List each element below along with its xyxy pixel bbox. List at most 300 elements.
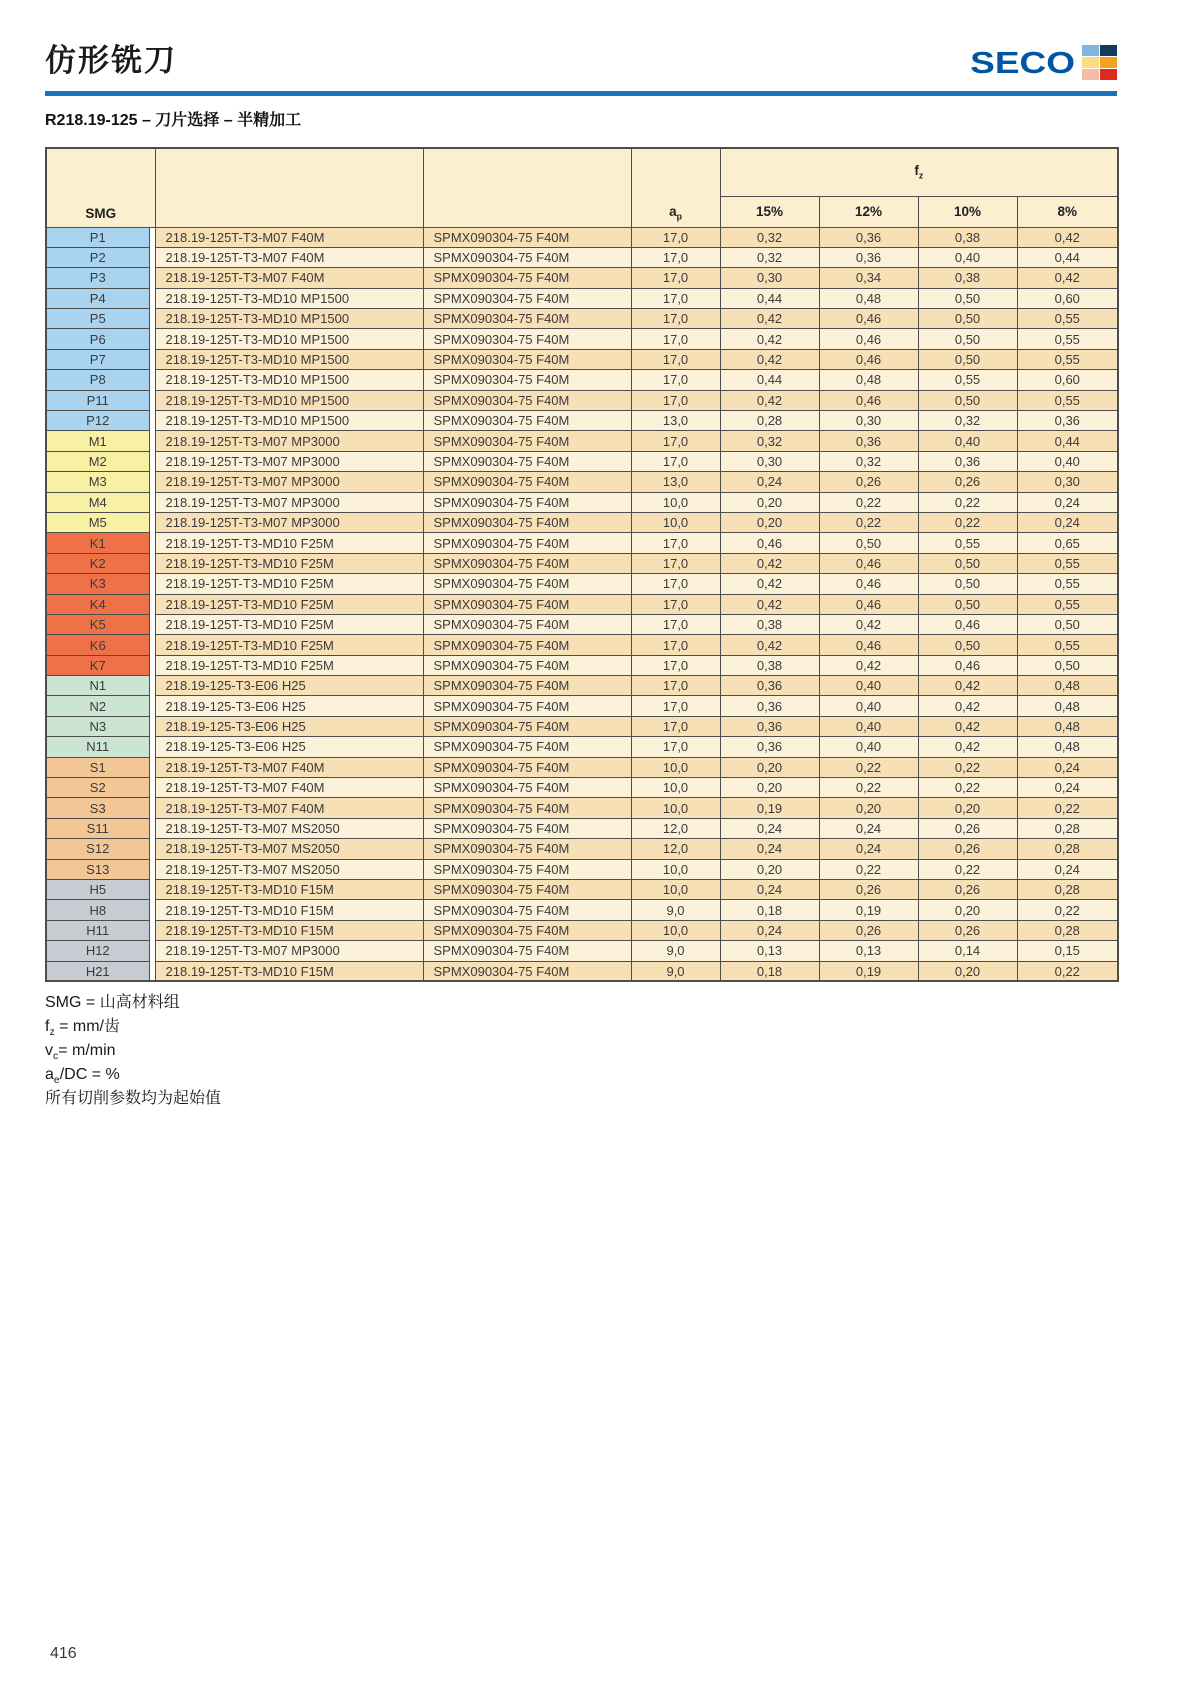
ap-value-cell: 17,0 [631,390,720,410]
table-row [46,818,1118,838]
smg-cell: P11 [46,390,149,410]
fz-8-cell: 0,15 [1017,941,1118,961]
fz-10-cell: 0,32 [918,411,1017,431]
insert-designation-cell: SPMX090304-75 F40M [423,839,631,859]
table-row [46,757,1118,777]
ap-value-cell: 17,0 [631,737,720,757]
fz-15-cell: 0,18 [720,900,819,920]
insert-designation-cell: SPMX090304-75 F40M [423,655,631,675]
ap-value-cell: 17,0 [631,268,720,288]
smg-cell: M1 [46,431,149,451]
fz-8-cell: 0,55 [1017,635,1118,655]
smg-cell: S2 [46,778,149,798]
smg-cell: N11 [46,737,149,757]
fz-8-cell: 0,65 [1017,533,1118,553]
fz-15-cell: 0,24 [720,839,819,859]
cutter-designation-cell: 218.19-125T-T3-MD10 MP1500 [155,411,423,431]
insert-designation-cell: SPMX090304-75 F40M [423,696,631,716]
table-row [46,370,1118,390]
fz-15-cell: 0,42 [720,349,819,369]
fz-15-cell: 0,44 [720,288,819,308]
fz-8-cell: 0,55 [1017,349,1118,369]
insert-designation-cell: SPMX090304-75 F40M [423,757,631,777]
ap-value-cell: 17,0 [631,329,720,349]
fz-10-cell: 0,50 [918,390,1017,410]
fz-10-cell: 0,20 [918,900,1017,920]
fz-15-cell: 0,38 [720,614,819,634]
fz-15-cell: 0,24 [720,472,819,492]
fz-10-cell: 0,38 [918,227,1017,247]
fz-10-cell: 0,22 [918,512,1017,532]
insert-column-header [423,148,631,227]
insert-designation-cell: SPMX090304-75 F40M [423,268,631,288]
ap-value-cell: 10,0 [631,512,720,532]
fz-10-cell: 0,42 [918,676,1017,696]
insert-designation-cell: SPMX090304-75 F40M [423,798,631,818]
insert-designation-cell: SPMX090304-75 F40M [423,818,631,838]
fz-12-cell: 0,40 [819,737,918,757]
ap-value-cell: 10,0 [631,880,720,900]
fz-12-cell: 0,50 [819,533,918,553]
note-line: SMG = 山高材料组 [45,994,180,1012]
insert-designation-cell: SPMX090304-75 F40M [423,247,631,267]
cutter-designation-cell: 218.19-125T-T3-M07 MS2050 [155,818,423,838]
smg-cell: P6 [46,329,149,349]
fz-12-cell: 0,48 [819,288,918,308]
insert-designation-cell: SPMX090304-75 F40M [423,512,631,532]
table-row [46,512,1118,532]
fz-12-cell: 0,22 [819,778,918,798]
fz-8-cell: 0,55 [1017,574,1118,594]
fz-12-cell: 0,24 [819,818,918,838]
cutter-designation-cell: 218.19-125T-T3-M07 MS2050 [155,859,423,879]
cutter-designation-cell: 218.19-125T-T3-MD10 MP1500 [155,390,423,410]
cutter-designation-cell: 218.19-125T-T3-MD10 MP1500 [155,370,423,390]
insert-designation-cell: SPMX090304-75 F40M [423,737,631,757]
fz-10-cell: 0,26 [918,472,1017,492]
fz-group-header [720,148,1118,196]
fz-10-cell: 0,42 [918,716,1017,736]
fz-8-cell: 0,42 [1017,227,1118,247]
fz-8-cell: 0,50 [1017,655,1118,675]
smg-cell: H5 [46,880,149,900]
fz-15-cell: 0,36 [720,737,819,757]
fz-12-cell: 0,22 [819,512,918,532]
fz-15-cell: 0,36 [720,696,819,716]
smg-cell: P5 [46,309,149,329]
insert-selection-table [45,147,1119,982]
fz-8-cell: 0,55 [1017,594,1118,614]
note-line: $v_c= m/\min$ [45,1042,116,1063]
smg-cell: H11 [46,920,149,940]
insert-designation-cell: SPMX090304-75 F40M [423,859,631,879]
fz-15-cell: 0,44 [720,370,819,390]
fz-15-cell: 0,46 [720,533,819,553]
table-row [46,798,1118,818]
fz-8-cell: 0,28 [1017,839,1118,859]
insert-designation-cell: SPMX090304-75 F40M [423,451,631,471]
ap-value-cell: 10,0 [631,920,720,940]
table-row [46,451,1118,471]
table-row [46,655,1118,675]
fz-10-cell: 0,50 [918,309,1017,329]
ap-value-cell: 17,0 [631,614,720,634]
fz-15-cell: 0,20 [720,859,819,879]
smg-cell: M3 [46,472,149,492]
fz-12-cell: 0,46 [819,349,918,369]
fz-10-cell: 0,42 [918,696,1017,716]
fz-12-cell: 0,13 [819,941,918,961]
smg-cell: N1 [46,676,149,696]
smg-cell: S11 [46,818,149,838]
logo-grid-cell [1100,45,1117,56]
smg-cell: K7 [46,655,149,675]
table-row [46,594,1118,614]
cutter-designation-cell: 218.19-125T-T3-MD10 F25M [155,594,423,614]
fz-10-cell: 0,46 [918,614,1017,634]
smg-cell: S13 [46,859,149,879]
fz-label: f [914,163,919,179]
table-row [46,859,1118,879]
ap-value-cell: 17,0 [631,574,720,594]
insert-designation-cell: SPMX090304-75 F40M [423,472,631,492]
fz-12-cell: 0,48 [819,370,918,390]
fz-10-cell: 0,38 [918,268,1017,288]
table-row [46,920,1118,940]
smg-cell: S1 [46,757,149,777]
ap-value-cell: 13,0 [631,411,720,431]
fz-10-cell: 0,26 [918,920,1017,940]
cutter-designation-cell: 218.19-125T-T3-MD10 F25M [155,655,423,675]
table-row [46,553,1118,573]
logo-grid-cell [1082,57,1099,68]
ap-label: a [669,203,677,219]
fz-8-cell: 0,44 [1017,431,1118,451]
table-row [46,309,1118,329]
table-row [46,614,1118,634]
smg-cell: K1 [46,533,149,553]
fz-15-cell: 0,42 [720,390,819,410]
fz-15-cell: 0,24 [720,920,819,940]
fz-15-cell: 0,30 [720,451,819,471]
seco-logo [970,45,1117,80]
insert-designation-cell: SPMX090304-75 F40M [423,288,631,308]
table-row [46,900,1118,920]
notes [45,991,1117,1111]
fz-12-cell: 0,42 [819,655,918,675]
table-row [46,716,1118,736]
fz-12-cell: 0,36 [819,227,918,247]
fz-12-cell: 0,32 [819,451,918,471]
fz-8-cell: 0,44 [1017,247,1118,267]
smg-cell: P8 [46,370,149,390]
fz-12-cell: 0,34 [819,268,918,288]
ap-value-cell: 9,0 [631,961,720,981]
fz-12-cell: 0,46 [819,594,918,614]
fz-15-cell: 0,19 [720,798,819,818]
smg-cell: M2 [46,451,149,471]
cutter-designation-cell: 218.19-125T-T3-M07 MP3000 [155,512,423,532]
fz-12-cell: 0,40 [819,716,918,736]
fz-10-cell: 0,40 [918,431,1017,451]
fz-15-cell: 0,18 [720,961,819,981]
fz-15-cell: 0,36 [720,716,819,736]
insert-designation-cell: SPMX090304-75 F40M [423,309,631,329]
cutter-designation-cell: 218.19-125-T3-E06 H25 [155,716,423,736]
fz-12-cell: 0,22 [819,492,918,512]
fz-10-cell: 0,50 [918,288,1017,308]
table-row [46,472,1118,492]
smg-cell: P2 [46,247,149,267]
fz-8-cell: 0,28 [1017,920,1118,940]
insert-designation-cell: SPMX090304-75 F40M [423,329,631,349]
seco-logo-mark-icon [1082,45,1117,80]
logo-grid-cell [1100,57,1117,68]
smg-cell: P7 [46,349,149,369]
cutter-designation-cell: 218.19-125T-T3-M07 MP3000 [155,451,423,471]
insert-designation-cell: SPMX090304-75 F40M [423,676,631,696]
fz-12-cell: 0,46 [819,635,918,655]
smg-cell: P4 [46,288,149,308]
smg-cell: M5 [46,512,149,532]
cutter-designation-cell: 218.19-125T-T3-M07 MP3000 [155,492,423,512]
insert-designation-cell: SPMX090304-75 F40M [423,594,631,614]
note-line: $f_z = mm/$齿 [45,1018,120,1039]
insert-designation-cell: SPMX090304-75 F40M [423,716,631,736]
fz-8-cell: 0,24 [1017,757,1118,777]
table-row [46,533,1118,553]
fz-15-cell: 0,38 [720,655,819,675]
ap-value-cell: 12,0 [631,818,720,838]
ap-value-cell: 17,0 [631,227,720,247]
fz-12-cell: 0,30 [819,411,918,431]
insert-designation-cell: SPMX090304-75 F40M [423,941,631,961]
ap-value-cell: 17,0 [631,451,720,471]
fz-12-cell: 0,26 [819,920,918,940]
cutter-designation-cell: 218.19-125T-T3-M07 MP3000 [155,431,423,451]
fz-8-cell: 0,55 [1017,390,1118,410]
insert-designation-cell: SPMX090304-75 F40M [423,961,631,981]
fz-10-cell: 0,50 [918,635,1017,655]
table-row [46,880,1118,900]
fz-8-cell: 0,22 [1017,961,1118,981]
fz-10-cell: 0,46 [918,655,1017,675]
insert-designation-cell: SPMX090304-75 F40M [423,778,631,798]
insert-designation-cell: SPMX090304-75 F40M [423,880,631,900]
ap-value-cell: 17,0 [631,247,720,267]
fz-8-cell: 0,40 [1017,451,1118,471]
smg-cell: H21 [46,961,149,981]
cutter-designation-cell: 218.19-125-T3-E06 H25 [155,696,423,716]
fz-10-cell: 0,50 [918,553,1017,573]
insert-designation-cell: SPMX090304-75 F40M [423,492,631,512]
ap-value-cell: 17,0 [631,594,720,614]
table-row [46,492,1118,512]
fz-10-cell: 0,26 [918,880,1017,900]
table-row [46,778,1118,798]
smg-column-header: SMG [46,148,155,227]
cutter-designation-cell: 218.19-125T-T3-MD10 MP1500 [155,309,423,329]
fz-10-cell: 0,26 [918,839,1017,859]
fz-15-cell: 0,42 [720,594,819,614]
fz-10-cell: 0,22 [918,757,1017,777]
insert-designation-cell: SPMX090304-75 F40M [423,614,631,634]
table-row [46,696,1118,716]
fz-15-cell: 0,42 [720,574,819,594]
fz-15-cell: 0,32 [720,227,819,247]
note-line: $a_e/DC$ = % [45,1066,120,1087]
fz-15-cell: 0,20 [720,778,819,798]
fz-12-header: 12% [819,196,918,227]
cutter-designation-cell: 218.19-125T-T3-M07 F40M [155,247,423,267]
table-row [46,349,1118,369]
cutter-designation-cell: 218.19-125T-T3-M07 MS2050 [155,839,423,859]
insert-designation-cell: SPMX090304-75 F40M [423,411,631,431]
fz-8-cell: 0,24 [1017,492,1118,512]
header-row-top [46,148,1118,196]
fz-12-cell: 0,24 [819,839,918,859]
ap-value-cell: 17,0 [631,696,720,716]
fz-8-cell: 0,48 [1017,676,1118,696]
fz-10-cell: 0,50 [918,349,1017,369]
fz-12-cell: 0,46 [819,574,918,594]
fz-12-cell: 0,36 [819,247,918,267]
fz-10-cell: 0,22 [918,778,1017,798]
fz-15-cell: 0,13 [720,941,819,961]
logo-grid-cell [1082,69,1099,80]
cutter-designation-cell: 218.19-125T-T3-M07 MP3000 [155,472,423,492]
fz-12-cell: 0,22 [819,859,918,879]
ap-value-cell: 17,0 [631,288,720,308]
fz-15-cell: 0,36 [720,676,819,696]
smg-cell: N3 [46,716,149,736]
seco-logo-text: SECO [970,45,1075,80]
fz-12-cell: 0,40 [819,676,918,696]
table-row [46,329,1118,349]
cutter-designation-cell: 218.19-125T-T3-MD10 MP1500 [155,288,423,308]
table-row [46,390,1118,410]
cutter-designation-cell: 218.19-125T-T3-M07 F40M [155,778,423,798]
section-subtitle: R218.19-125 – 刀片选择 – 半精加工 [45,112,302,129]
fz-8-cell: 0,22 [1017,900,1118,920]
smg-cell: N2 [46,696,149,716]
smg-cell: P1 [46,227,149,247]
insert-designation-cell: SPMX090304-75 F40M [423,553,631,573]
smg-cell: H12 [46,941,149,961]
fz-12-cell: 0,26 [819,880,918,900]
cutter-designation-cell: 218.19-125T-T3-MD10 F25M [155,553,423,573]
ap-value-cell: 13,0 [631,472,720,492]
table-row [46,247,1118,267]
cutter-designation-cell: 218.19-125T-T3-MD10 F25M [155,574,423,594]
insert-designation-cell: SPMX090304-75 F40M [423,533,631,553]
note-line: 所有切削参数均为起始值 [45,1090,222,1108]
table-row [46,268,1118,288]
fz-8-cell: 0,60 [1017,288,1118,308]
insert-designation-cell: SPMX090304-75 F40M [423,370,631,390]
fz-8-cell: 0,55 [1017,553,1118,573]
fz-8-cell: 0,24 [1017,859,1118,879]
fz-12-cell: 0,26 [819,472,918,492]
header-rule [45,91,1117,96]
fz-12-cell: 0,22 [819,757,918,777]
insert-designation-cell: SPMX090304-75 F40M [423,920,631,940]
fz-8-cell: 0,60 [1017,370,1118,390]
cutter-designation-cell: 218.19-125T-T3-MD10 F15M [155,961,423,981]
insert-table-body [46,227,1118,981]
cutter-designation-cell: 218.19-125T-T3-M07 MP3000 [155,941,423,961]
insert-designation-cell: SPMX090304-75 F40M [423,227,631,247]
ap-value-cell: 10,0 [631,492,720,512]
fz-10-cell: 0,40 [918,247,1017,267]
fz-12-cell: 0,46 [819,309,918,329]
fz-10-cell: 0,42 [918,737,1017,757]
smg-cell: K4 [46,594,149,614]
table-row [46,574,1118,594]
fz-8-cell: 0,28 [1017,818,1118,838]
ap-value-cell: 17,0 [631,553,720,573]
insert-designation-cell: SPMX090304-75 F40M [423,574,631,594]
cutter-designation-cell: 218.19-125T-T3-MD10 F25M [155,533,423,553]
logo-grid-cell [1082,45,1099,56]
fz-15-cell: 0,24 [720,818,819,838]
cutter-designation-cell: 218.19-125T-T3-MD10 F25M [155,635,423,655]
table-header [46,148,1118,227]
fz-10-cell: 0,50 [918,329,1017,349]
smg-cell: S12 [46,839,149,859]
page-title: 仿形铣刀 [45,43,177,78]
insert-designation-cell: SPMX090304-75 F40M [423,635,631,655]
fz-15-cell: 0,42 [720,329,819,349]
smg-cell: P3 [46,268,149,288]
fz-12-cell: 0,46 [819,553,918,573]
ap-value-cell: 17,0 [631,533,720,553]
ap-column-header [631,148,720,227]
smg-cell: S3 [46,798,149,818]
fz-8-cell: 0,42 [1017,268,1118,288]
fz-8-cell: 0,48 [1017,716,1118,736]
fz-subscript: z [918,171,924,182]
insert-designation-cell: SPMX090304-75 F40M [423,900,631,920]
fz-8-cell: 0,48 [1017,737,1118,757]
fz-10-cell: 0,22 [918,492,1017,512]
fz-10-cell: 0,20 [918,798,1017,818]
table-row [46,411,1118,431]
ap-value-cell: 17,0 [631,676,720,696]
fz-15-cell: 0,32 [720,247,819,267]
smg-cell: K6 [46,635,149,655]
fz-15-cell: 0,32 [720,431,819,451]
table-row [46,227,1118,247]
ap-value-cell: 9,0 [631,900,720,920]
fz-10-cell: 0,50 [918,594,1017,614]
fz-8-cell: 0,24 [1017,512,1118,532]
smg-cell: K2 [46,553,149,573]
cutter-designation-cell: 218.19-125T-T3-MD10 MP1500 [155,349,423,369]
smg-cell: P12 [46,411,149,431]
ap-value-cell: 12,0 [631,839,720,859]
fz-15-cell: 0,42 [720,635,819,655]
table-row [46,737,1118,757]
table-row [46,941,1118,961]
fz-8-cell: 0,55 [1017,309,1118,329]
fz-12-cell: 0,42 [819,614,918,634]
insert-designation-cell: SPMX090304-75 F40M [423,390,631,410]
table-row [46,288,1118,308]
table-row [46,961,1118,981]
fz-10-cell: 0,55 [918,533,1017,553]
cutter-column-header [155,148,423,227]
